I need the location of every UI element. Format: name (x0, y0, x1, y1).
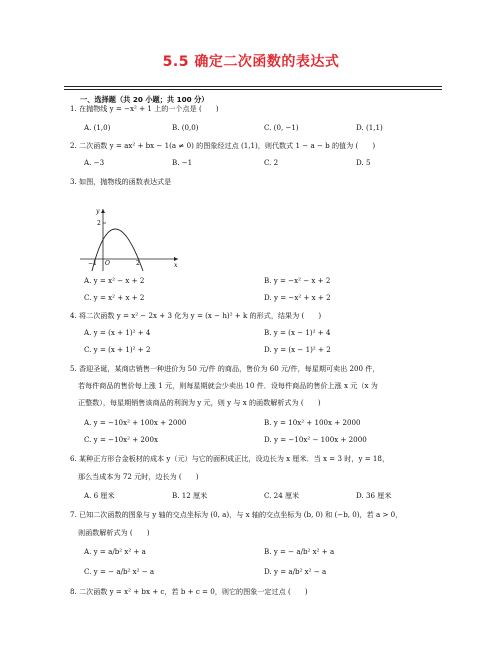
x-neg-label: −1 (88, 260, 97, 267)
option-a: A. y = −10x² + 100x + 2000 (84, 418, 187, 427)
option-d: D. (1,1) (356, 123, 383, 132)
option-a: A. −3 (84, 158, 105, 167)
option-a: A. y = x² − x + 2 (84, 276, 145, 285)
option-b: B. y = − a/b² x² + a (264, 547, 335, 556)
option-a: A. 6 厘米 (84, 491, 115, 500)
option-b: B. y = 10x² + 100x + 2000 (264, 418, 361, 427)
option-d: D. 5 (356, 158, 371, 167)
option-b: B. (0,0) (172, 123, 199, 132)
question-7-line-2: 则函数解析式为 ( ) (78, 528, 150, 537)
y-tick-label: 2 (97, 220, 101, 227)
option-c: C. 24 厘米 (264, 491, 300, 500)
option-b: B. 12 厘米 (172, 491, 208, 500)
option-c: C. y = − a/b² x² − a (84, 567, 155, 576)
question-6-line-1: 6. 某种正方形合金板材的成本 y（元）与它的面积成正比，设边长为 x 厘米．当 x = 3 时，y = 18， (70, 454, 390, 463)
question-4: 4. 将二次函数 y = x² − 2x + 3 化为 y = (x − h)² + k 的形式，结果为 ( ) (70, 311, 322, 320)
y-axis-label: y (96, 208, 100, 215)
option-b: B. y = −x² − x + 2 (264, 276, 331, 285)
option-a: A. y = (x + 1)² + 4 (84, 328, 151, 337)
question-2: 2. 二次函数 y = ax² + bx − 1(a ≠ 0) 的图象经过点 (1,1)，则代数式 1 − a − b 的值为 ( ) (70, 141, 376, 150)
page-title: 5.5 确定二次函数的表达式 (162, 54, 340, 70)
option-d: D. y = −x² + x + 2 (264, 293, 331, 302)
question-1: 1. 在抛物线 y = −x² + 1 上的一个点是 ( ) (70, 104, 219, 113)
option-d: D. y = (x − 1)² + 2 (264, 345, 331, 354)
option-c: C. 2 (264, 158, 279, 167)
x-axis-arrow (174, 257, 178, 261)
section-heading: 一、选择题（共 20 小题；共 100 分） (80, 95, 209, 104)
option-c: C. (0, −1) (264, 123, 299, 132)
divider (64, 86, 442, 87)
option-d: D. y = a/b² x² − a (264, 567, 327, 576)
option-b: B. −1 (172, 158, 193, 167)
x-pos-label: 2 (136, 260, 140, 267)
y-axis-arrow (101, 209, 105, 213)
option-c: C. y = (x + 1)² + 2 (84, 345, 151, 354)
x-axis-label: x (174, 262, 178, 269)
question-8: 8. 二次函数 y = x² + bx + c，若 b + c = 0，则它的图象一定过点 ( ) (70, 587, 308, 596)
question-5-line-1: 5. 香迎圣诞，某商店销售一种进价为 50 元/件 的商品，售价为 60 元/件，每星期可卖出 200 件， (70, 364, 380, 373)
option-c: C. y = −10x² + 200x (84, 435, 158, 444)
question-3: 3. 如图，抛物线的函数表达式是 (70, 177, 172, 186)
option-b: B. y = (x − 1)² + 4 (264, 328, 331, 337)
parabola-graph (80, 207, 180, 273)
option-a: A. (1,0) (84, 123, 111, 132)
question-5-line-2: 若每件商品的售价每上涨 1 元，则每星期就会少卖出 10 件．设每件商品的售价上涨 x 元（x 为 (78, 381, 378, 390)
option-d: D. y = −10x² − 100x + 2000 (264, 435, 367, 444)
option-d: D. 36 厘米 (356, 491, 392, 500)
question-5-line-3: 正整数），每星期销售该商品的利润为 y 元，则 y 与 x 的函数解析式为 ( ) (78, 398, 321, 407)
origin-label: O (105, 260, 110, 267)
question-6-line-2: 那么当成本为 72 元时，边长为 ( ) (78, 472, 199, 481)
option-c: C. y = x² + x + 2 (84, 293, 145, 302)
question-7-line-1: 7. 已知二次函数的图象与 y 轴的交点坐标为 (0, a)，与 x 轴的交点坐标为 (b, 0) 和 (−b, 0)，若 a > 0， (70, 510, 403, 519)
option-a: A. y = a/b² x² + a (84, 547, 146, 556)
divider (64, 89, 442, 90)
